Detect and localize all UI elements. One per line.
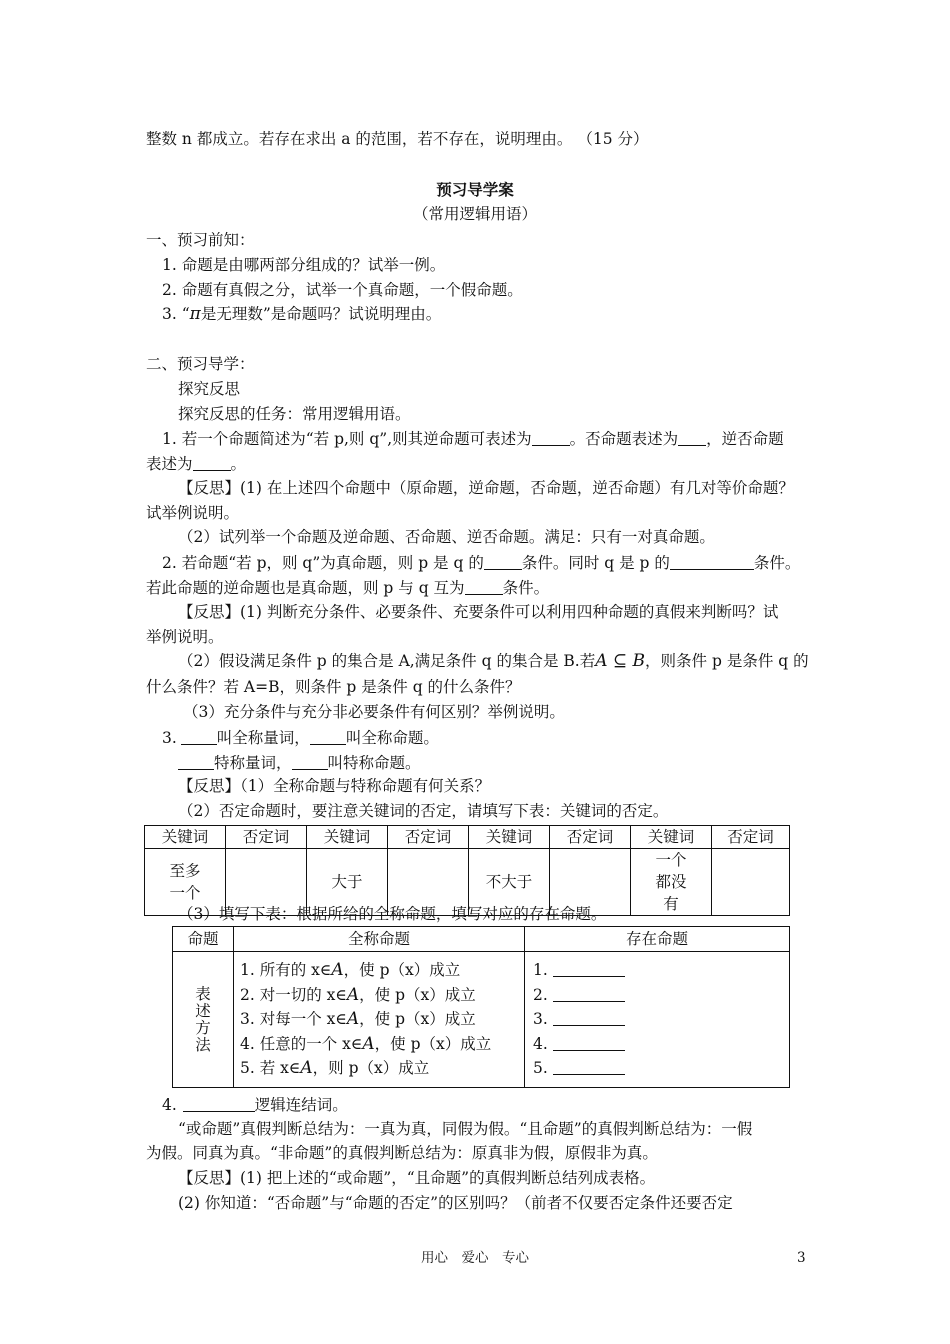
existential-item: 3. [533,1007,789,1032]
table-header-cell: 关键词 [631,826,712,849]
point-4: 4. 逻辑连结词。 [162,1096,348,1114]
reflect-2-line-3: （2）假设满足条件 p 的集合是 A,满足条件 q 的集合是 B.若A ⊆ B，则条件 p 是条件 q 的 [178,651,809,671]
point-2: 2. 若命题“若 p，则 q”为真命题，则 p 是 q 的 条件。同时 q 是 p 的 条件。 [162,554,801,572]
blank[interactable] [670,555,754,570]
keyword-cell: 一个都没有 [631,849,712,916]
blank[interactable] [532,431,570,446]
keyword-negation-table [144,825,790,916]
table-header-cell: 否定词 [226,826,307,849]
reflect-1-line-3: （2）试列举一个命题及逆命题、否命题、逆否命题。满足：只有一对真命题。 [178,528,715,546]
blank[interactable] [465,580,503,595]
s1-question-3: 3. “π是无理数”是命题吗？试说明理由。 [162,304,442,324]
point-4-line-4: (2) 你知道：“否命题”与“命题的否定”的区别吗？（前者不仅要否定条件还要否定 [178,1194,733,1212]
universal-item: 4. 任意的一个 x∈A，使 p（x）成立 [240,1033,492,1054]
table-header-cell: 否定词 [550,826,631,849]
existential-item: 5. [533,1056,789,1081]
blank[interactable] [553,962,625,977]
reflect-2-line-1: 【反思】(1) 判断充分条件、必要条件、充要条件可以利用四种命题的真假来判断吗？试 [178,603,779,621]
table-header-cell: 关键词 [469,826,550,849]
point-4-line-3: 【反思】(1) 把上述的“或命题”，“且命题”的真假判断总结列成表格。 [178,1169,656,1187]
blank[interactable] [181,730,217,745]
footer-motto: 用心 爱心 专心 [421,1250,529,1266]
point-4-line-1: “或命题”真假判断总结为：一真为真，同假为假。“且命题”的真假判断总结为：一假 [178,1120,753,1138]
table-header-cell: 关键词 [307,826,388,849]
blank[interactable] [292,755,328,770]
subset-expression: A ⊆ B [595,651,646,671]
reflect-1-line-2: 试举例说明。 [146,504,240,522]
existential-item: 1. [533,958,789,983]
table-header-cell: 否定词 [712,826,790,849]
lead-line: 整数 n 都成立。若存在求出 a 的范围，若不存在，说明理由。 （15 分） [146,130,649,148]
blank[interactable] [553,1011,625,1026]
blank[interactable] [553,1060,625,1075]
keyword-cell: 不大于 [469,849,550,916]
s1-question-1: 1. 命题是由哪两部分组成的？试举一例。 [162,256,446,274]
pi-symbol: π [189,304,201,324]
table-header-cell: 关键词 [145,826,226,849]
blank[interactable] [193,456,231,471]
keyword-cell: 大于 [307,849,388,916]
explore-task: 探究反思的任务：常用逻辑用语。 [178,405,411,423]
table-2-intro: （3）填写下表：根据所给的全称命题，填写对应的存在命题。 [178,905,607,923]
universal-item: 3. 对每一个 x∈A，使 p（x）成立 [240,1009,476,1030]
universal-item: 5. 若 x∈A，则 p（x）成立 [240,1058,430,1079]
reflect-1-line-1: 【反思】(1) 在上述四个命题中（原命题，逆命题，否命题，逆否命题）有几对等价命题？ [178,479,794,497]
point-3-cont: 特称量词， 叫特称命题。 [178,755,421,772]
page-number: 3 [797,1250,806,1266]
table-header-cell: 全称命题 [234,927,525,952]
reflect-2-line-2: 举例说明。 [146,628,224,646]
blank[interactable] [678,431,706,446]
expression-method-cell: 表 述 方 法 [173,952,234,1088]
reflect-2-line-4: 什么条件？若 A=B，则条件 p 是条件 q 的什么条件？ [146,678,521,696]
point-1: 1. 若一个命题简述为“若 p,则 q”,则其逆命题可表述为 。否命题表述为 ，逆否命题 [162,430,784,448]
point-1-cont: 表述为 。 [146,455,247,473]
negation-cell[interactable] [712,849,790,916]
table-header-cell: 否定词 [388,826,469,849]
page-subtitle: （常用逻辑用语） [412,205,537,223]
universal-item: 2. 对一切的 x∈A，使 p（x）成立 [240,984,476,1005]
universal-propositions-cell [234,952,525,1088]
reflect-3-line-1: 【反思】（1）全称命题与特称命题有何关系？ [178,777,491,795]
page-title: 预习导学案 [436,180,514,199]
point-4-line-2: 为假。同真为真。“非命题”的真假判断总结为：原真非为假，原假非为真。 [146,1144,658,1162]
keyword-cell: 至多一个 [145,849,226,916]
reflect-2-line-5: （3）充分条件与充分非必要条件有何区别？举例说明。 [183,703,565,721]
section-2-heading: 二、预习导学： [146,355,255,373]
blank[interactable] [553,1036,625,1051]
existential-item: 4. [533,1032,789,1057]
table-header-cell: 命题 [173,927,234,952]
s1-question-2: 2. 命题有真假之分，试举一个真命题，一个假命题。 [162,281,523,299]
table-header-cell: 存在命题 [525,927,790,952]
universal-item: 1. 所有的 x∈A，使 p（x）成立 [240,960,461,981]
existential-propositions-cell [525,952,790,1088]
existential-item: 2. [533,983,789,1008]
section-1-heading: 一、预习前知： [146,231,255,249]
blank[interactable] [484,555,522,570]
blank[interactable] [553,987,625,1002]
point-3: 3. 叫全称量词， 叫全称命题。 [162,729,439,747]
reflect-3-line-2: （2）否定命题时，要注意关键词的否定，请填写下表：关键词的否定。 [178,802,669,820]
blank[interactable] [178,755,214,770]
blank[interactable] [183,1097,255,1112]
blank[interactable] [310,730,346,745]
explore-heading: 探究反思 [178,380,241,398]
universal-existential-table [172,926,790,1088]
point-2-cont: 若此命题的逆命题也是真命题，则 p 与 q 互为 条件。 [146,579,550,597]
